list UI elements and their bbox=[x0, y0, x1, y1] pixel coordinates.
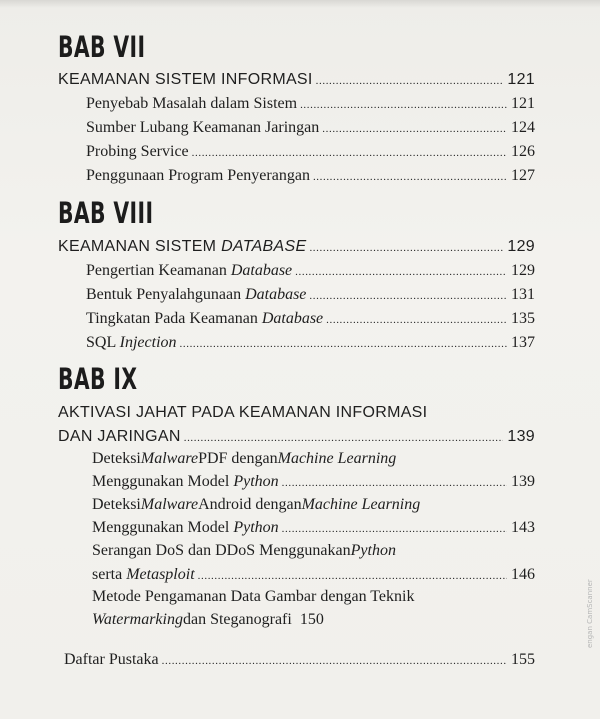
toc-entry-title: Daftar Pustaka bbox=[64, 651, 159, 668]
title-text: dan Steganografi bbox=[182, 611, 292, 628]
dot-leader bbox=[300, 99, 507, 111]
title-italic-text: Database bbox=[245, 286, 307, 303]
title-italic-text: Machine Learning bbox=[277, 450, 397, 467]
toc-page-number: 139 bbox=[507, 428, 535, 445]
scanner-watermark: engan CamScanner bbox=[586, 579, 594, 648]
page-top-shadow bbox=[0, 0, 600, 8]
toc-entry-title: KEAMANAN SISTEM INFORMASI bbox=[58, 71, 313, 88]
title-text: Android dengan bbox=[198, 496, 302, 513]
toc-entry-title bbox=[92, 473, 279, 491]
title-text: Pengertian Keamanan bbox=[86, 262, 231, 279]
chapter-9-heading: BAB IX bbox=[58, 362, 138, 396]
toc-entry-title bbox=[86, 310, 323, 328]
toc-page-number: 131 bbox=[511, 286, 535, 303]
title-text: Bentuk Penyalahgunaan bbox=[86, 286, 246, 303]
toc-entry-title bbox=[92, 566, 195, 584]
toc-chapter-9-title-line1: AKTIVASI JAHAT PADA KEAMANAN INFORMASI bbox=[58, 404, 428, 421]
chapter-7-heading: BAB VII bbox=[58, 30, 146, 64]
title-text: Serangan DoS dan DDoS Menggunakan bbox=[92, 542, 351, 559]
toc-section-entry bbox=[92, 566, 535, 584]
title-text: KEAMANAN SISTEM bbox=[58, 238, 222, 255]
toc-section-title-line1: Metode Pengamanan Data Gambar dengan Teknik bbox=[92, 588, 415, 605]
toc-section-entry bbox=[92, 473, 535, 491]
title-italic-text: DATABASE bbox=[221, 238, 307, 255]
dot-leader bbox=[309, 290, 507, 302]
toc-page-number: 127 bbox=[511, 167, 535, 184]
toc-entry-title: Probing Service bbox=[86, 143, 189, 160]
dot-leader bbox=[322, 123, 507, 135]
toc-entry-title: Sumber Lubang Keamanan Jaringan bbox=[86, 119, 320, 136]
dot-leader bbox=[282, 477, 507, 489]
toc-page-number: 129 bbox=[507, 238, 535, 255]
dot-leader bbox=[313, 171, 507, 183]
title-italic-text: Watermarking bbox=[92, 611, 183, 628]
title-text: Menggunakan Model bbox=[92, 473, 234, 490]
toc-section-entry bbox=[86, 310, 535, 328]
toc-page-number: 155 bbox=[511, 651, 535, 668]
toc-entry-title: Penggunaan Program Penyerangan bbox=[86, 167, 310, 184]
toc-chapter-8-entry bbox=[58, 238, 535, 256]
dot-leader bbox=[198, 570, 507, 582]
toc-section-entry bbox=[86, 167, 535, 185]
toc-page-number: 124 bbox=[511, 119, 535, 136]
dot-leader bbox=[309, 242, 503, 254]
toc-section-entry bbox=[86, 95, 535, 113]
title-italic-text: Database bbox=[261, 310, 324, 327]
title-italic-text: Python bbox=[233, 519, 279, 536]
title-italic-text: Database bbox=[230, 262, 293, 279]
toc-page-number: 143 bbox=[511, 519, 535, 536]
toc-entry-title: DAN JARINGAN bbox=[58, 428, 181, 445]
title-italic-text: Malware bbox=[140, 450, 199, 467]
toc-entry-title bbox=[92, 519, 279, 537]
toc-section-entry bbox=[86, 143, 535, 161]
toc-section-title-line1 bbox=[92, 496, 420, 514]
title-italic-text: Injection bbox=[119, 334, 177, 351]
toc-page-number: 135 bbox=[511, 310, 535, 327]
toc-section-title-line1 bbox=[92, 450, 396, 468]
toc-page-number: 129 bbox=[511, 262, 535, 279]
toc-page-number: 146 bbox=[511, 566, 535, 583]
dot-leader bbox=[184, 432, 504, 444]
title-text: serta bbox=[92, 566, 127, 583]
dot-leader bbox=[162, 655, 507, 667]
toc-page-number: 121 bbox=[511, 95, 535, 112]
title-text: Deteksi bbox=[92, 496, 141, 513]
dot-leader bbox=[180, 338, 507, 350]
dot-leader bbox=[192, 147, 507, 159]
toc-section-entry bbox=[86, 119, 535, 137]
toc-page-number: 121 bbox=[507, 71, 535, 88]
toc-page-number: 137 bbox=[511, 334, 535, 351]
toc-bibliography-entry bbox=[64, 651, 535, 669]
dot-leader bbox=[282, 523, 507, 535]
toc-chapter-9-entry bbox=[58, 428, 535, 446]
toc-section-entry bbox=[92, 519, 535, 537]
toc-page-number: 150 bbox=[299, 611, 324, 628]
toc-section-title-line1 bbox=[92, 542, 396, 560]
toc-entry-title bbox=[86, 262, 292, 280]
chapter-8-heading: BAB VIII bbox=[58, 196, 154, 230]
dot-leader bbox=[316, 75, 504, 87]
toc-section-entry bbox=[92, 611, 324, 629]
title-italic-text: Metasploit bbox=[126, 566, 195, 583]
toc-section-entry bbox=[86, 286, 535, 304]
title-text: Tingkatan Pada Keamanan bbox=[86, 310, 262, 327]
toc-entry-title: Penyebab Masalah dalam Sistem bbox=[86, 95, 298, 112]
title-italic-text: Machine Learning bbox=[301, 496, 421, 513]
title-italic-text: Python bbox=[350, 542, 396, 559]
toc-entry-title bbox=[86, 334, 177, 352]
toc-entry-title bbox=[86, 286, 306, 304]
title-text: SQL bbox=[86, 334, 120, 351]
title-text: Menggunakan Model bbox=[92, 519, 234, 536]
dot-leader bbox=[326, 314, 507, 326]
toc-section-entry bbox=[86, 262, 535, 280]
title-italic-text: Malware bbox=[140, 496, 199, 513]
dot-leader bbox=[295, 266, 507, 278]
toc-page-number: 139 bbox=[511, 473, 535, 490]
title-text: Deteksi bbox=[92, 450, 141, 467]
toc-chapter-7-entry bbox=[58, 71, 535, 89]
toc-entry-title bbox=[58, 238, 306, 256]
title-italic-text: Python bbox=[233, 473, 279, 490]
title-text: PDF dengan bbox=[198, 450, 278, 467]
toc-section-entry bbox=[86, 334, 535, 352]
toc-page-number: 126 bbox=[511, 143, 535, 160]
